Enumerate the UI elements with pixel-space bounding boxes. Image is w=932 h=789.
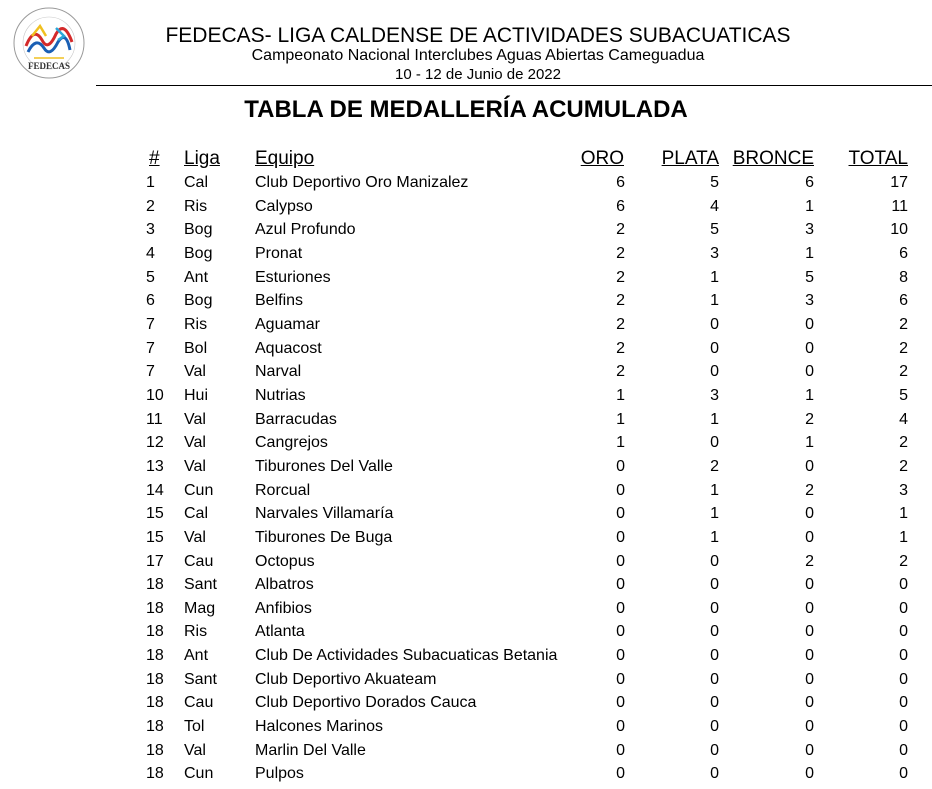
cell-liga: Val bbox=[184, 434, 206, 452]
cell-plata: 1 bbox=[710, 481, 719, 499]
table-row bbox=[0, 431, 932, 455]
cell-equipo: Tiburones Del Valle bbox=[255, 457, 393, 475]
cell-plata: 0 bbox=[710, 576, 719, 594]
cell-liga: Val bbox=[184, 363, 206, 381]
cell-rank: 18 bbox=[146, 670, 164, 688]
cell-total: 1 bbox=[899, 505, 908, 523]
cell-equipo: Narvales Villamaría bbox=[255, 505, 394, 523]
cell-plata: 5 bbox=[710, 221, 719, 239]
cell-liga: Val bbox=[184, 457, 206, 475]
cell-equipo: Anfibios bbox=[255, 599, 312, 617]
cell-rank: 14 bbox=[146, 481, 164, 499]
cell-plata: 0 bbox=[710, 339, 719, 357]
cell-equipo: Azul Profundo bbox=[255, 221, 356, 239]
cell-liga: Cau bbox=[184, 694, 214, 712]
cell-rank: 7 bbox=[146, 339, 155, 357]
table-row bbox=[0, 739, 932, 763]
cell-bronce: 0 bbox=[805, 457, 814, 475]
cell-total: 0 bbox=[899, 718, 908, 736]
cell-bronce: 0 bbox=[805, 339, 814, 357]
cell-total: 0 bbox=[899, 694, 908, 712]
table-row bbox=[0, 573, 932, 597]
cell-oro: 2 bbox=[616, 339, 625, 357]
cell-liga: Val bbox=[184, 410, 206, 428]
table-row bbox=[0, 644, 932, 668]
cell-equipo: Belfins bbox=[255, 292, 304, 310]
table-row bbox=[0, 620, 932, 644]
cell-rank: 2 bbox=[146, 197, 155, 215]
fedecas-logo bbox=[12, 6, 86, 80]
cell-rank: 18 bbox=[146, 765, 164, 783]
cell-total: 1 bbox=[899, 528, 908, 546]
cell-equipo: Nutrias bbox=[255, 386, 306, 404]
cell-rank: 7 bbox=[146, 363, 155, 381]
cell-liga: Ant bbox=[184, 268, 209, 286]
cell-liga: Hui bbox=[184, 386, 209, 404]
cell-oro: 6 bbox=[616, 174, 625, 191]
cell-oro: 2 bbox=[616, 363, 625, 381]
cell-total: 2 bbox=[899, 339, 908, 357]
cell-total: 2 bbox=[899, 457, 908, 475]
cell-plata: 0 bbox=[710, 315, 719, 333]
table-row bbox=[0, 266, 932, 290]
cell-equipo: Calypso bbox=[255, 197, 313, 215]
cell-liga: Sant bbox=[184, 670, 217, 688]
page-title: TABLA DE MEDALLERÍA ACUMULADA bbox=[244, 96, 688, 123]
header-liga: Liga bbox=[184, 148, 220, 169]
cell-rank: 1 bbox=[146, 174, 155, 191]
cell-rank: 3 bbox=[146, 221, 155, 239]
header-oro: ORO bbox=[580, 148, 624, 169]
cell-total: 2 bbox=[899, 552, 908, 570]
table-row bbox=[0, 455, 932, 479]
table-body bbox=[0, 171, 932, 786]
cell-equipo: Club Deportivo Oro Manizalez bbox=[255, 174, 469, 191]
cell-bronce: 0 bbox=[805, 623, 814, 641]
cell-equipo: Narval bbox=[255, 363, 302, 381]
cell-rank: 18 bbox=[146, 647, 164, 665]
cell-total: 0 bbox=[899, 741, 908, 759]
cell-bronce: 2 bbox=[805, 410, 814, 428]
cell-liga: Val bbox=[184, 741, 206, 759]
cell-total: 4 bbox=[899, 410, 908, 428]
event-dates: 10 - 12 de Junio de 2022 bbox=[395, 66, 561, 83]
cell-equipo: Aquacost bbox=[255, 339, 322, 357]
table-header bbox=[0, 146, 932, 171]
cell-bronce: 6 bbox=[805, 174, 814, 191]
cell-equipo: Octopus bbox=[255, 552, 315, 570]
cell-bronce: 0 bbox=[805, 670, 814, 688]
cell-liga: Sant bbox=[184, 576, 217, 594]
cell-plata: 0 bbox=[710, 599, 719, 617]
table-row bbox=[0, 171, 932, 195]
cell-bronce: 2 bbox=[805, 481, 814, 499]
cell-liga: Ris bbox=[184, 197, 208, 215]
cell-plata: 2 bbox=[710, 457, 719, 475]
cell-total: 0 bbox=[899, 599, 908, 617]
table-row bbox=[0, 408, 932, 432]
cell-bronce: 0 bbox=[805, 741, 814, 759]
cell-bronce: 5 bbox=[805, 268, 814, 286]
cell-bronce: 0 bbox=[805, 528, 814, 546]
table-row bbox=[0, 313, 932, 337]
cell-rank: 5 bbox=[146, 268, 155, 286]
header-total: TOTAL bbox=[848, 148, 908, 169]
cell-bronce: 1 bbox=[805, 434, 814, 452]
cell-oro: 0 bbox=[616, 599, 625, 617]
cell-total: 17 bbox=[890, 174, 908, 191]
cell-bronce: 0 bbox=[805, 694, 814, 712]
cell-liga: Ant bbox=[184, 647, 209, 665]
header-rank: # bbox=[149, 148, 160, 169]
cell-oro: 1 bbox=[616, 386, 625, 404]
cell-rank: 6 bbox=[146, 292, 155, 310]
table-row bbox=[0, 762, 932, 786]
table-row bbox=[0, 360, 932, 384]
cell-plata: 0 bbox=[710, 694, 719, 712]
cell-plata: 3 bbox=[710, 386, 719, 404]
cell-oro: 1 bbox=[616, 410, 625, 428]
cell-total: 0 bbox=[899, 647, 908, 665]
cell-plata: 3 bbox=[710, 244, 719, 262]
table-row bbox=[0, 289, 932, 313]
cell-oro: 2 bbox=[616, 315, 625, 333]
cell-equipo: Albatros bbox=[255, 576, 314, 594]
cell-equipo: Marlin Del Valle bbox=[255, 741, 366, 759]
cell-equipo: Rorcual bbox=[255, 481, 311, 499]
cell-plata: 0 bbox=[710, 647, 719, 665]
cell-plata: 1 bbox=[710, 505, 719, 523]
cell-plata: 0 bbox=[710, 765, 719, 783]
cell-liga: Cal bbox=[184, 174, 209, 191]
cell-oro: 0 bbox=[616, 670, 625, 688]
table-row bbox=[0, 218, 932, 242]
cell-total: 2 bbox=[899, 434, 908, 452]
cell-rank: 18 bbox=[146, 576, 164, 594]
cell-equipo: Halcones Marinos bbox=[255, 718, 384, 736]
cell-oro: 0 bbox=[616, 765, 625, 783]
cell-liga: Cun bbox=[184, 765, 214, 783]
cell-oro: 0 bbox=[616, 505, 625, 523]
cell-equipo: Cangrejos bbox=[255, 434, 328, 452]
cell-plata: 4 bbox=[710, 197, 719, 215]
cell-oro: 0 bbox=[616, 576, 625, 594]
table-row bbox=[0, 242, 932, 266]
cell-total: 0 bbox=[899, 623, 908, 641]
table-row bbox=[0, 691, 932, 715]
cell-total: 3 bbox=[899, 481, 908, 499]
cell-bronce: 0 bbox=[805, 765, 814, 783]
cell-bronce: 0 bbox=[805, 315, 814, 333]
cell-oro: 0 bbox=[616, 718, 625, 736]
cell-total: 5 bbox=[899, 386, 908, 404]
cell-total: 2 bbox=[899, 315, 908, 333]
cell-oro: 1 bbox=[616, 434, 625, 452]
cell-oro: 0 bbox=[616, 647, 625, 665]
cell-plata: 0 bbox=[710, 623, 719, 641]
cell-rank: 12 bbox=[146, 434, 164, 452]
cell-oro: 0 bbox=[616, 623, 625, 641]
cell-oro: 0 bbox=[616, 457, 625, 475]
cell-oro: 2 bbox=[616, 268, 625, 286]
cell-liga: Bog bbox=[184, 292, 213, 310]
cell-bronce: 1 bbox=[805, 197, 814, 215]
cell-total: 11 bbox=[891, 197, 908, 215]
table-row bbox=[0, 384, 932, 408]
cell-total: 8 bbox=[899, 268, 908, 286]
cell-plata: 1 bbox=[710, 292, 719, 310]
cell-plata: 0 bbox=[710, 670, 719, 688]
cell-bronce: 2 bbox=[805, 552, 814, 570]
cell-bronce: 0 bbox=[805, 647, 814, 665]
organization-name: FEDECAS- LIGA CALDENSE DE ACTIVIDADES SUBACUATICAS bbox=[165, 24, 791, 47]
cell-bronce: 0 bbox=[805, 599, 814, 617]
cell-plata: 5 bbox=[710, 174, 719, 191]
cell-rank: 18 bbox=[146, 741, 164, 759]
cell-plata: 1 bbox=[710, 268, 719, 286]
table-row bbox=[0, 502, 932, 526]
cell-equipo: Pronat bbox=[255, 244, 303, 262]
cell-equipo: Esturiones bbox=[255, 268, 331, 286]
cell-liga: Cau bbox=[184, 552, 214, 570]
cell-bronce: 3 bbox=[805, 292, 814, 310]
table-row bbox=[0, 550, 932, 574]
table-row bbox=[0, 195, 932, 219]
cell-bronce: 1 bbox=[805, 386, 814, 404]
cell-total: 0 bbox=[899, 670, 908, 688]
cell-equipo: Club Deportivo Dorados Cauca bbox=[255, 694, 477, 712]
table-row bbox=[0, 668, 932, 692]
cell-total: 10 bbox=[890, 221, 908, 239]
cell-liga: Ris bbox=[184, 623, 208, 641]
cell-bronce: 3 bbox=[805, 221, 814, 239]
cell-oro: 0 bbox=[616, 552, 625, 570]
cell-oro: 0 bbox=[616, 481, 625, 499]
cell-equipo: Aguamar bbox=[255, 315, 320, 333]
header-divider bbox=[96, 85, 932, 86]
cell-liga: Bog bbox=[184, 221, 213, 239]
cell-oro: 2 bbox=[616, 221, 625, 239]
cell-plata: 0 bbox=[710, 363, 719, 381]
cell-oro: 0 bbox=[616, 694, 625, 712]
cell-rank: 18 bbox=[146, 718, 164, 736]
header-plata: PLATA bbox=[661, 148, 719, 169]
table-row bbox=[0, 715, 932, 739]
cell-rank: 17 bbox=[146, 552, 164, 570]
cell-liga: Val bbox=[184, 528, 206, 546]
cell-bronce: 0 bbox=[805, 576, 814, 594]
cell-bronce: 0 bbox=[805, 718, 814, 736]
cell-total: 6 bbox=[899, 292, 908, 310]
cell-equipo: Club Deportivo Akuateam bbox=[255, 670, 437, 688]
cell-equipo: Pulpos bbox=[255, 765, 304, 783]
cell-liga: Ris bbox=[184, 315, 208, 333]
cell-rank: 15 bbox=[146, 505, 164, 523]
table-row bbox=[0, 479, 932, 503]
cell-plata: 0 bbox=[710, 718, 719, 736]
cell-plata: 1 bbox=[710, 410, 719, 428]
cell-oro: 0 bbox=[616, 528, 625, 546]
cell-rank: 4 bbox=[146, 244, 155, 262]
cell-rank: 7 bbox=[146, 315, 155, 333]
cell-liga: Tol bbox=[184, 718, 205, 736]
cell-rank: 13 bbox=[146, 457, 164, 475]
cell-oro: 2 bbox=[616, 244, 625, 262]
cell-oro: 2 bbox=[616, 292, 625, 310]
cell-rank: 18 bbox=[146, 694, 164, 712]
cell-oro: 6 bbox=[616, 197, 625, 215]
header-bronce: BRONCE bbox=[732, 148, 814, 169]
cell-liga: Cun bbox=[184, 481, 214, 499]
cell-bronce: 1 bbox=[805, 244, 814, 262]
cell-plata: 0 bbox=[710, 552, 719, 570]
cell-equipo: Club De Actividades Subacuaticas Betania bbox=[255, 647, 558, 665]
cell-bronce: 0 bbox=[805, 505, 814, 523]
cell-bronce: 0 bbox=[805, 363, 814, 381]
cell-rank: 15 bbox=[146, 528, 164, 546]
logo-wordmark: FEDECAS bbox=[27, 61, 71, 71]
table-row bbox=[0, 597, 932, 621]
cell-total: 6 bbox=[899, 244, 908, 262]
cell-total: 0 bbox=[899, 576, 908, 594]
cell-rank: 11 bbox=[146, 410, 163, 428]
table-row bbox=[0, 337, 932, 361]
cell-rank: 18 bbox=[146, 599, 164, 617]
cell-liga: Bol bbox=[184, 339, 208, 357]
cell-equipo: Barracudas bbox=[255, 410, 337, 428]
header-equipo: Equipo bbox=[255, 148, 315, 169]
medal-table bbox=[0, 146, 932, 786]
cell-equipo: Atlanta bbox=[255, 623, 305, 641]
cell-plata: 0 bbox=[710, 434, 719, 452]
cell-total: 0 bbox=[899, 765, 908, 783]
cell-liga: Bog bbox=[184, 244, 213, 262]
cell-plata: 1 bbox=[710, 528, 719, 546]
cell-equipo: Tiburones De Buga bbox=[255, 528, 393, 546]
cell-rank: 18 bbox=[146, 623, 164, 641]
cell-oro: 0 bbox=[616, 741, 625, 759]
cell-liga: Cal bbox=[184, 505, 209, 523]
cell-plata: 0 bbox=[710, 741, 719, 759]
event-name: Campeonato Nacional Interclubes Aguas Abiertas Cameguadua bbox=[251, 47, 705, 64]
cell-rank: 10 bbox=[146, 386, 164, 404]
table-row bbox=[0, 526, 932, 550]
cell-total: 2 bbox=[899, 363, 908, 381]
cell-liga: Mag bbox=[184, 599, 216, 617]
